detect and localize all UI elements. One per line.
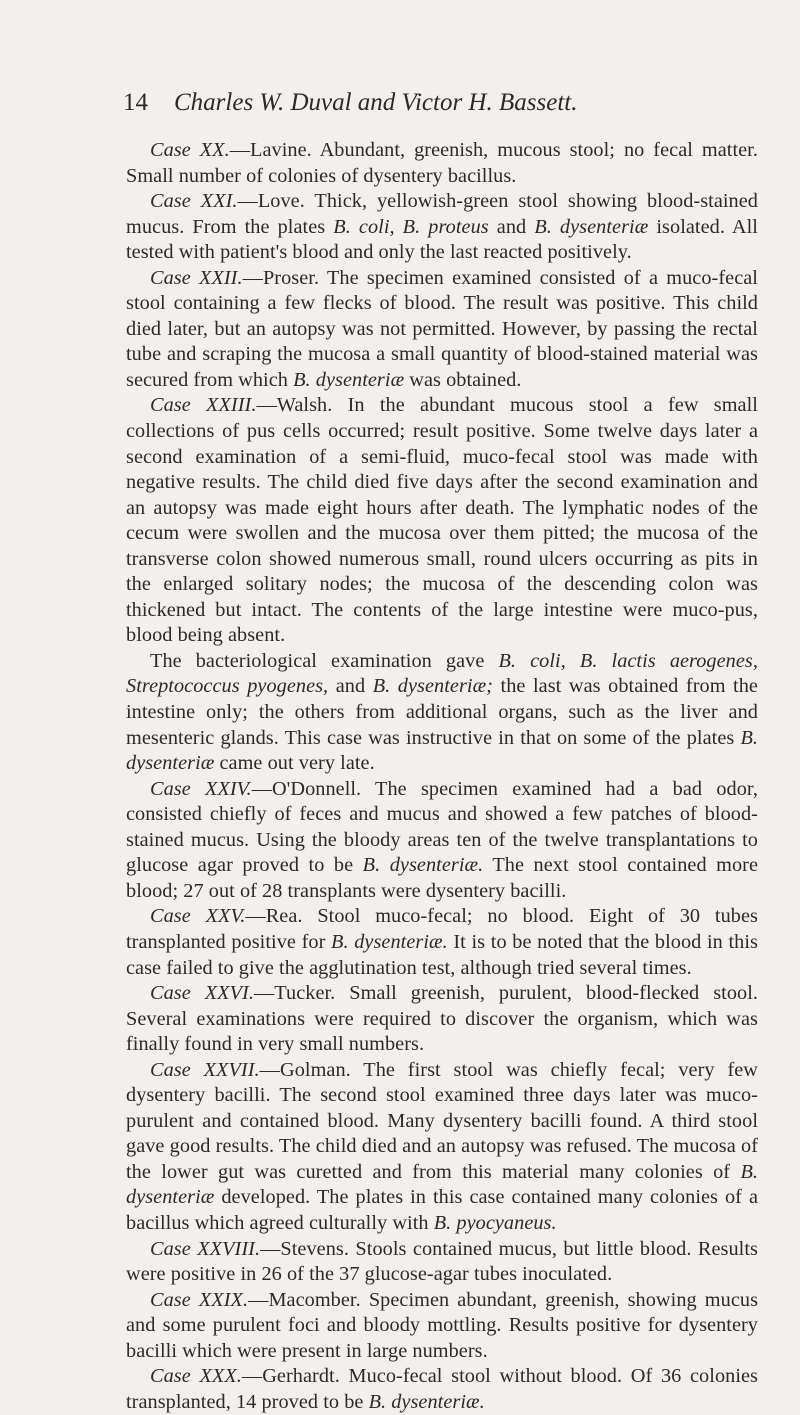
- paragraph-text: —Rea. Stool muco-fecal; no blood. Eight of 30 tubes transplanted positive for: [126, 905, 758, 953]
- case-label: Case XXVI.: [150, 982, 254, 1005]
- paragraph-text: and: [488, 215, 535, 238]
- case-label: Case XXVIII.: [150, 1237, 261, 1260]
- body-text: [126, 138, 758, 1415]
- paragraph-text: —Gerhardt. Muco-fecal stool without blood. Of 36 colonies transplanted, 14 proved to be: [126, 1365, 758, 1413]
- paragraph-text: came out very late.: [214, 752, 375, 775]
- paragraph-text: the last was obtained from the intestine only; the others from additional organs, such as the liver and mesenteric glands. This case was instructive in that on some of the plates: [126, 675, 758, 749]
- species-name: B. dysenteriæ: [534, 215, 649, 238]
- paragraph-text: isolated. All tested with patient's blood and only the last reacted positively.: [126, 215, 758, 264]
- case-label: Case XXIX.: [150, 1288, 249, 1311]
- paragraph-text: —O'Donnell. The specimen examined had a bad odor, consisted chiefly of feces and mucus and showed a few patches of blood-stained mucus. Using the bloody areas ten of the twelve transplantations to glucose agar proved to be: [126, 777, 759, 877]
- case-paragraph: [126, 777, 758, 905]
- paragraph-text: —Walsh. In the abundant mucous stool a few small collections of pus cells occurred; result positive. Some twelve days later a second examination of a semi-fluid, muco-fecal stool was made with negative results. The child died five days after the second examination and an autopsy was made eight hours after death. The lymphatic nodes of the cecum were swollen and the mucosa over them pitted; the mucosa of the transverse colon showed numerous small, round ulcers occurring as pits in the enlarged solitary nodes; the mucosa of the descending colon was thickened but intact. The contents of the large intestine were muco-pus, blood being absent.: [126, 394, 758, 647]
- case-paragraph: [126, 1058, 758, 1237]
- page-number: 14: [123, 89, 148, 116]
- species-name: B. pyocyaneus.: [433, 1211, 557, 1234]
- paragraph-text: —Macomber. Specimen abundant, greenish, showing mucus and some purulent foci and bloody mottling. Results positive for dysentery bacilli which were present in large numbers.: [126, 1288, 759, 1362]
- species-name: B. coli, B. lactis aerogenes, Streptococcus pyogenes,: [126, 649, 758, 698]
- paragraph-text: —Tucker. Small greenish, purulent, blood-flecked stool. Several examinations were required to discover the organism, which was finally found in very small numbers.: [126, 982, 759, 1056]
- case-label: Case XXII.: [150, 266, 243, 289]
- case-paragraph: [126, 1237, 758, 1288]
- case-paragraph: [126, 1364, 758, 1415]
- case-label: Case XXIII.: [150, 394, 257, 417]
- species-name: B. dysenteriæ.: [368, 1390, 485, 1413]
- case-label: Case XX.: [150, 139, 230, 161]
- paragraph-text: It is to be noted that the blood in this case failed to give the agglutination test, although tried several times.: [126, 930, 758, 979]
- case-paragraph: [126, 904, 758, 981]
- paragraph-text: and: [328, 675, 373, 698]
- species-name: B. dysenteriæ.: [331, 930, 448, 953]
- case-paragraph: [126, 981, 758, 1058]
- case-label: Case XXIV.: [150, 777, 252, 800]
- page-header: [123, 88, 759, 118]
- paragraph-text: —Stevens. Stools contained mucus, but little blood. Results were positive in 26 of the 37 glucose-agar tubes inoculated.: [126, 1237, 758, 1286]
- case-label: Case XXX.: [150, 1365, 242, 1388]
- species-name: B. dysenteriæ: [293, 368, 405, 391]
- paragraph-text: The bacteriological examination gave: [150, 649, 499, 672]
- species-name: B. coli, B. proteus: [333, 215, 489, 238]
- case-label: Case XXI.: [150, 190, 238, 213]
- running-title: Charles W. Duval and Victor H. Bassett.: [174, 89, 578, 116]
- case-paragraph: [126, 393, 758, 648]
- paragraph-text: developed. The plates in this case contained many colonies of a bacillus which agreed culturally with: [126, 1186, 758, 1234]
- case-paragraph: [126, 1288, 758, 1365]
- case-paragraph: [126, 138, 758, 189]
- case-paragraph: [126, 649, 758, 777]
- paragraph-text: —Proser. The specimen examined consisted of a muco-fecal stool containing a few flecks of blood. The result was positive. This child died later, but an autopsy was not permitted. However, by passing the rectal tube and scraping the mucosa a small quantity of blood-stained material was secured from which: [126, 266, 758, 391]
- case-label: Case XXV.: [150, 905, 246, 928]
- species-name: B. dysenteriæ: [126, 1160, 758, 1209]
- paragraph-text: was obtained.: [404, 368, 522, 391]
- species-name: B. dysenteriæ;: [372, 675, 493, 698]
- case-paragraph: [126, 189, 758, 266]
- paragraph-text: —Golman. The first stool was chiefly fecal; very few dysentery bacilli. The second stool examined three days later was muco-purulent and contained blood. Many dysentery bacilli found. A third stool gave good results. The child died and an autopsy was refused. The mucosa of the lower gut was curetted and from this material many colonies of: [126, 1058, 758, 1183]
- case-paragraph: [126, 266, 758, 394]
- paragraph-text: The next stool contained more blood; 27 out of 28 transplants were dysentery bacilli.: [126, 854, 759, 902]
- species-name: B. dysenteriæ: [126, 726, 758, 775]
- paragraph-text: —Love. Thick, yellowish-green stool showing blood-stained mucus. From the plates: [126, 190, 758, 238]
- paragraph-text: —Lavine. Abundant, greenish, mucous stool; no fecal matter. Small number of colonies of dysentery bacillus.: [126, 139, 758, 187]
- species-name: B. dysenteriæ.: [362, 854, 484, 877]
- case-label: Case XXVII.: [150, 1058, 260, 1081]
